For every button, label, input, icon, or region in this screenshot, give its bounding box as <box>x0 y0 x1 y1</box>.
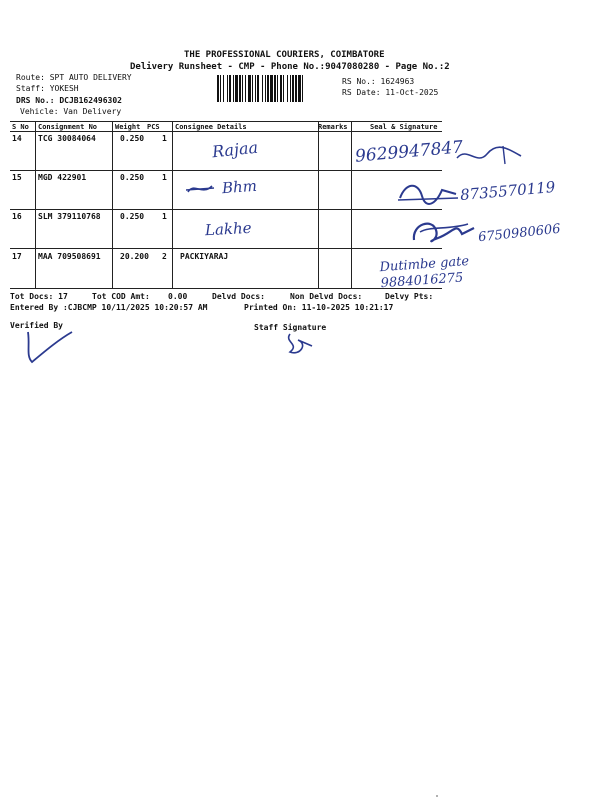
row-16-signature-scribble <box>408 214 478 248</box>
row-15-strikeout-mark <box>186 180 216 198</box>
non-delivered-docs-label: Non Delvd Docs: <box>290 292 363 301</box>
col-header-weight: Weight <box>115 123 141 131</box>
row-14-signature-scribble <box>455 140 525 170</box>
col-header-seal: Seal & Signature <box>370 123 438 131</box>
col-header-consignment: Consignment No <box>38 123 98 131</box>
company-title: THE PROFESSIONAL COURIERS, COIMBATORE <box>184 50 385 60</box>
vehicle-label: Vehicle: Van Delivery <box>20 107 122 116</box>
row-17-pcs: 2 <box>162 252 167 261</box>
row-15-handwritten-name: Bhm <box>221 176 258 198</box>
rs-number: RS No.: 1624963 <box>342 77 415 86</box>
barcode-image <box>217 75 339 102</box>
row-17-weight: 20.200 <box>120 252 149 261</box>
col-header-pcs: PCS <box>147 123 160 131</box>
total-cod-value: 0.00 <box>168 292 188 301</box>
staff-signature-mark <box>280 330 316 358</box>
row-14-sno: 14 <box>12 134 22 143</box>
row-17-consignment: MAA 709508691 <box>38 252 101 261</box>
row-16-consignment: SLM 379110768 <box>38 212 101 221</box>
row-14-handwritten-name: Rajaa <box>211 137 259 162</box>
row-15-pcs: 1 <box>162 173 167 182</box>
row-16-weight: 0.250 <box>120 212 145 221</box>
col-header-consignee: Consignee Details <box>175 123 247 131</box>
total-cod-label: Tot COD Amt: <box>92 292 150 301</box>
col-header-remarks: Remarks <box>318 123 348 131</box>
runsheet-subtitle: Delivery Runsheet - CMP - Phone No.:9047080280 - Page No.:2 <box>130 62 450 72</box>
row-15-sno: 15 <box>12 173 22 182</box>
total-docs: Tot Docs: 17 <box>10 292 68 301</box>
staff-signature-label: Staff Signature <box>254 323 327 332</box>
row-14-handwritten-signature: 9629947847 <box>354 137 464 167</box>
drs-number: DRS No.: DCJB162496302 <box>16 96 122 105</box>
col-header-sno: S No <box>12 123 29 131</box>
row-17-handwritten-signature: Dutimbe gate 9884016275 <box>379 254 470 292</box>
row-15-handwritten-signature: 8735570119 <box>459 177 557 205</box>
row-16-sno: 16 <box>12 212 22 221</box>
row-14-consignment: TCG 30084064 <box>38 134 96 143</box>
row-15-signature-scribble <box>396 178 460 206</box>
entered-by: Entered By :CJBCMP 10/11/2025 10:20:57 AM <box>10 303 208 312</box>
staff-label: Staff: YOKESH <box>16 84 79 93</box>
printed-on: Printed On: 11-10-2025 10:21:17 <box>244 303 394 312</box>
row-17-sno: 17 <box>12 252 22 261</box>
delivered-docs-label: Delvd Docs: <box>212 292 265 301</box>
row-14-pcs: 1 <box>162 134 167 143</box>
row-14-weight: 0.250 <box>120 134 145 143</box>
row-16-handwritten-signature: 6750980606 <box>477 221 562 246</box>
verified-by-label: Verified By <box>10 321 63 330</box>
verified-by-signature <box>22 326 78 366</box>
route-label: Route: SPT AUTO DELIVERY <box>16 73 132 82</box>
row-16-handwritten-name: Lakhe <box>204 218 252 240</box>
delivery-points-label: Delvy Pts: <box>385 292 434 301</box>
row-16-pcs: 1 <box>162 212 167 221</box>
row-15-weight: 0.250 <box>120 173 145 182</box>
row-15-consignment: MGD 422901 <box>38 173 87 182</box>
row-17-consignee: PACKIYARAJ <box>180 252 229 261</box>
rs-date: RS Date: 11-Oct-2025 <box>342 88 439 97</box>
